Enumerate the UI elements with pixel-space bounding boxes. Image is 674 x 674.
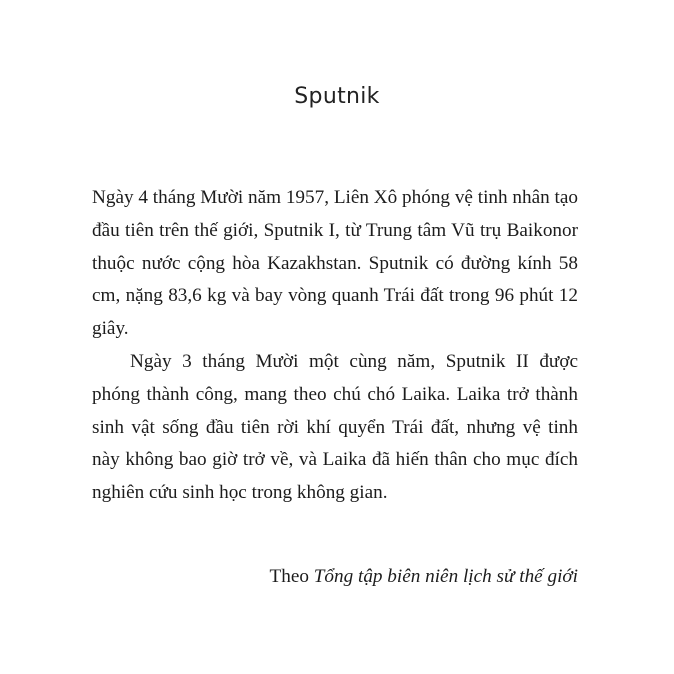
page-title: Sputnik [294,84,380,109]
article-body [92,182,578,510]
paragraph-2: Ngày 3 tháng Mười một cùng năm, Sputnik II được phóng thành công, mang theo chú chó Laika. Laika trở thành sinh vật sống đầu tiên rời khí quyển Trái đất, nhưng vệ tinh này không bao giờ trở về, và Laika đã hiến thân cho mục đích nghiên cứu sinh học trong không gian. [92,350,578,504]
source-prefix: Theo [269,566,309,587]
paragraph-1: Ngày 4 tháng Mười năm 1957, Liên Xô phóng vệ tinh nhân tạo đầu tiên trên thế giới, Sputnik I, từ Trung tâm Vũ trụ Baikonor thuộc nước cộng hòa Kazakhstan. Sputnik có đường kính 58 cm, nặng 83,6 kg và bay vòng quanh Trái đất trong 96 phút 12 giây. [92,187,578,340]
source-book-title: Tổng tập biên niên lịch sử thế giới [313,566,578,587]
source-citation [270,566,579,588]
